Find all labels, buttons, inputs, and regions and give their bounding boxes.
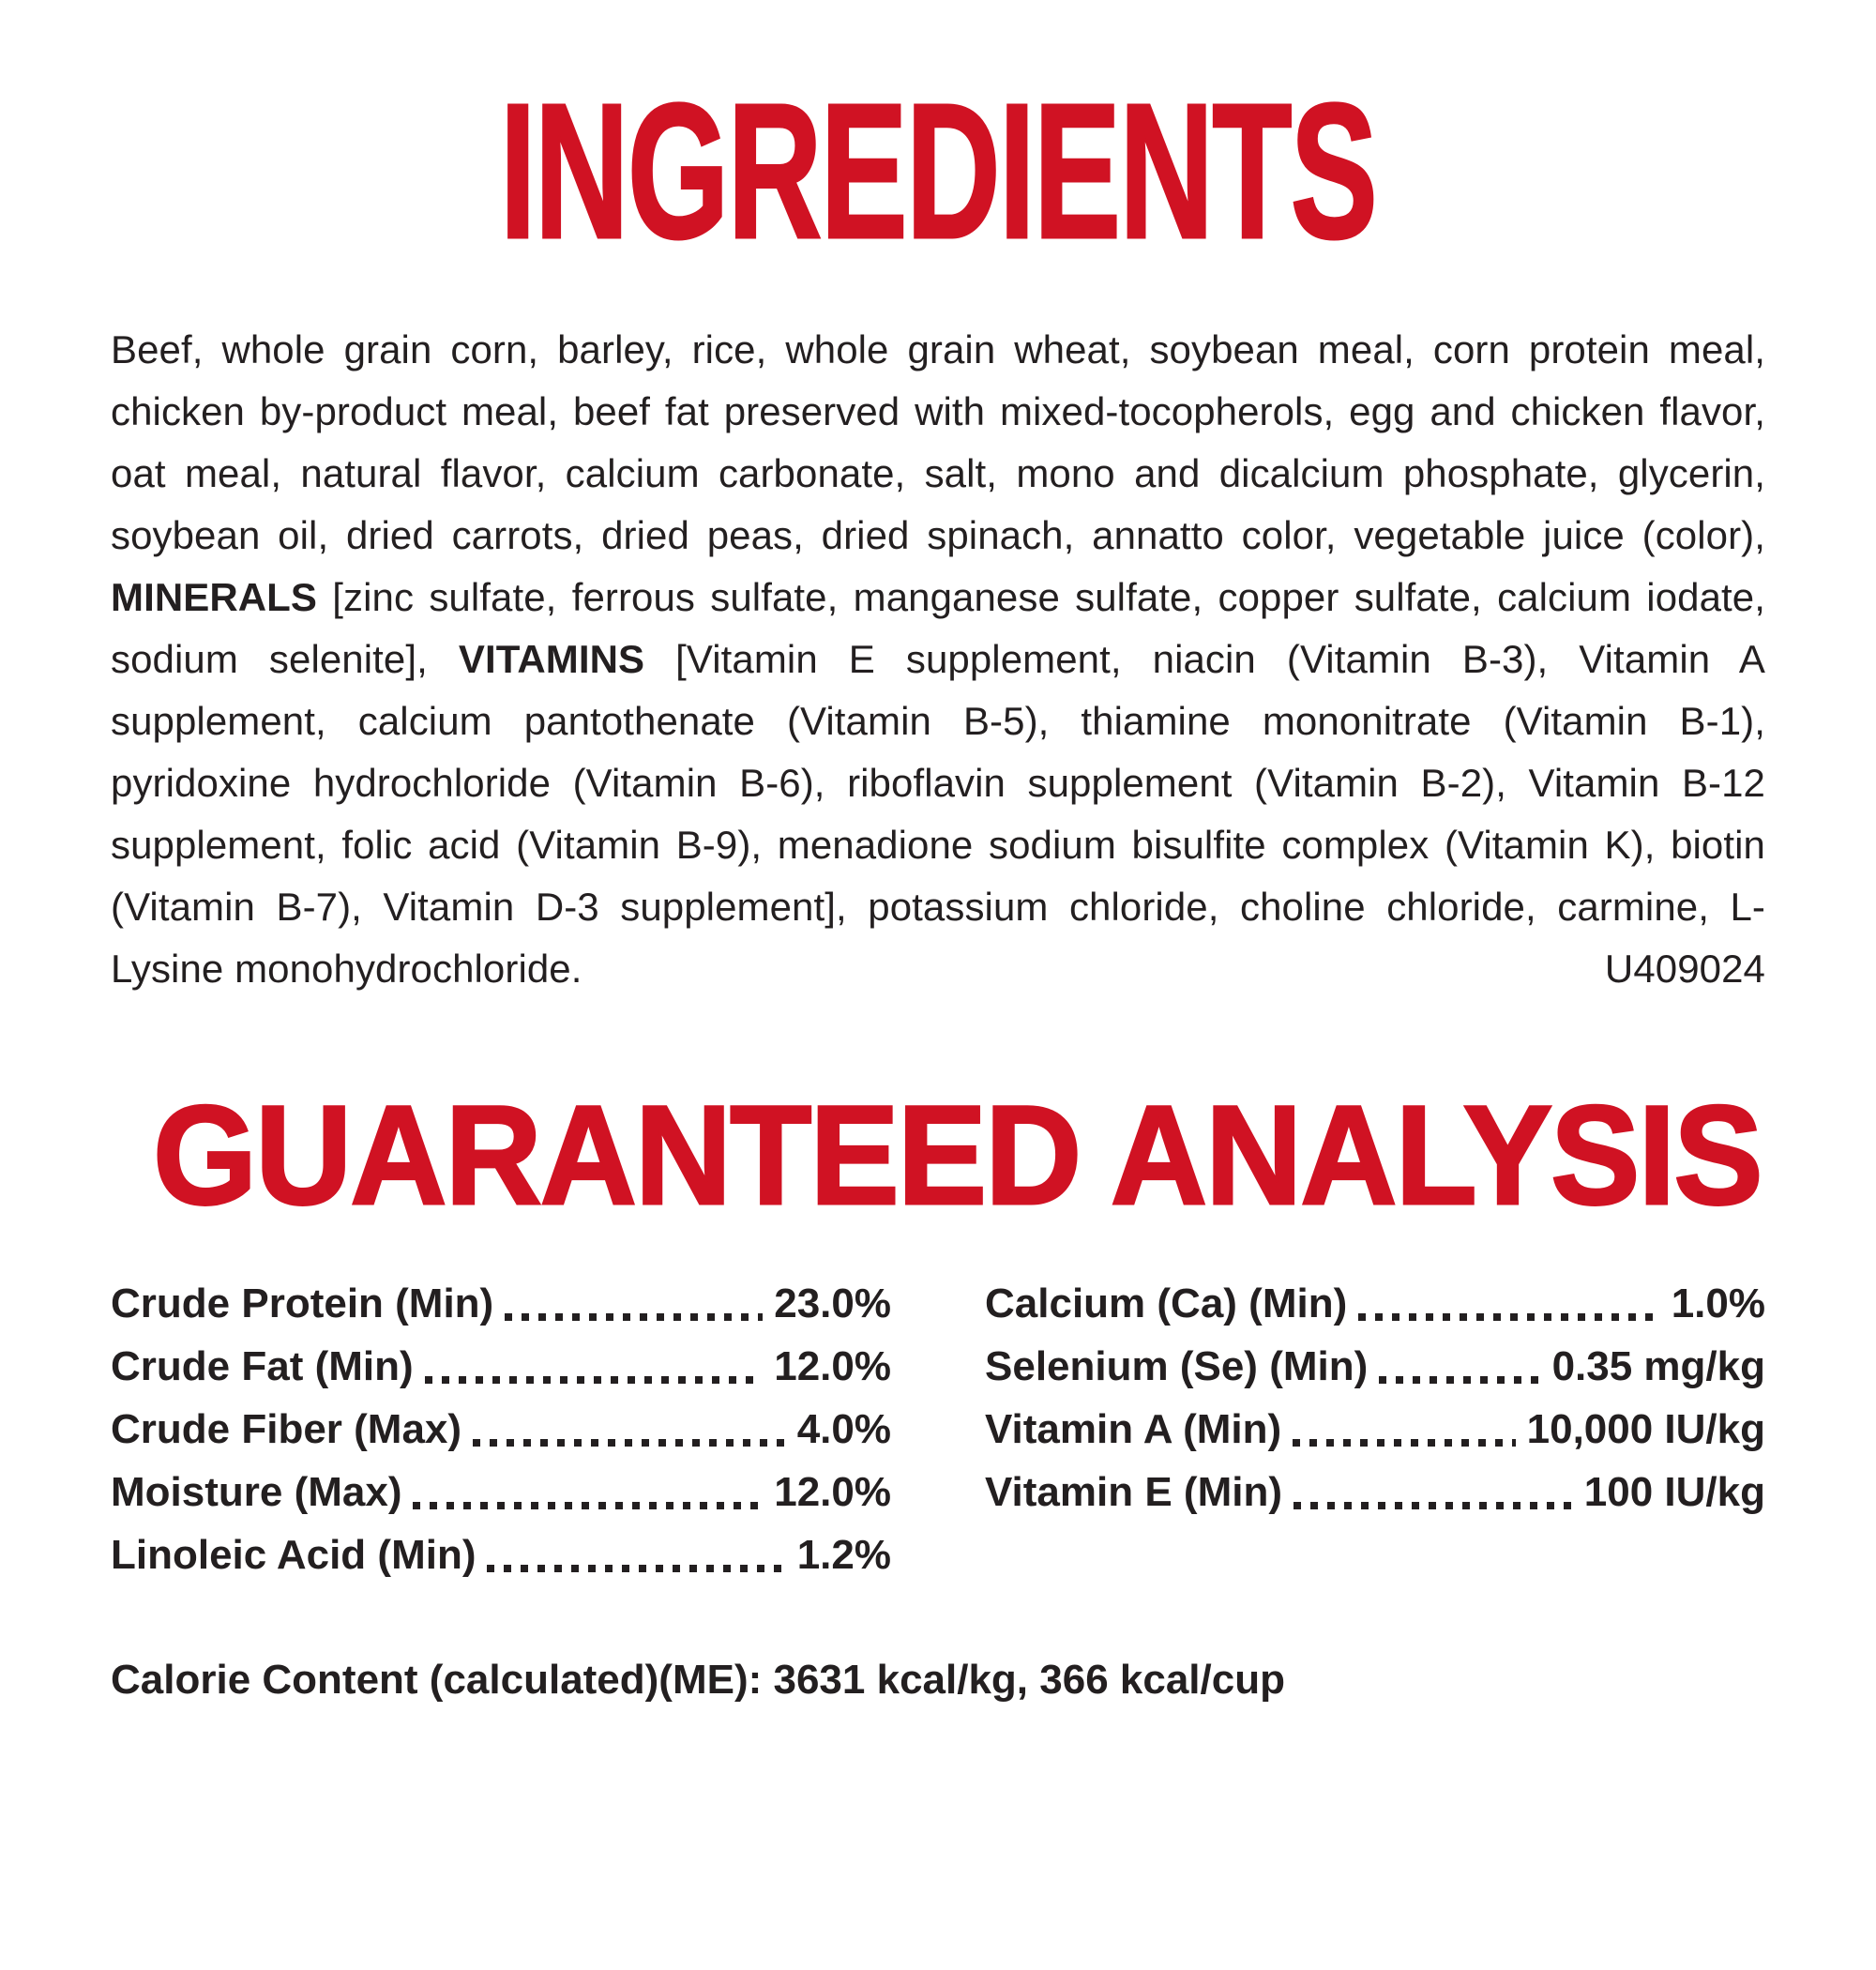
- analysis-value: 12.0%: [774, 1342, 891, 1389]
- analysis-label: Crude Fiber (Max): [111, 1405, 462, 1452]
- ingredient-list-text: Beef, whole grain corn, barley, rice, whole grain wheat, soybean meal, corn protein meal, chicken by-product meal, beef fat preserved with mixed-tocopherols, egg and chicken flavor, oat meal, natural flavor, calcium carbonate, salt, mono and dicalcium phosphate, glycerin, soybean oil, dried carrots, dried peas, dried spinach, annatto color, vegetable juice (color),: [111, 327, 1765, 557]
- analysis-row: [111, 1523, 891, 1586]
- analysis-label: Vitamin E (Min): [985, 1468, 1282, 1515]
- analysis-row: [111, 1461, 891, 1523]
- ingredient-group-name: MINERALS: [111, 575, 318, 619]
- dotted-leader: [1294, 1502, 1573, 1509]
- analysis-row: [111, 1335, 891, 1398]
- guaranteed-analysis-section-header: [111, 1076, 1765, 1234]
- analysis-label: Vitamin A (Min): [985, 1405, 1282, 1452]
- analysis-value: 4.0%: [796, 1405, 891, 1452]
- analysis-label: Calcium (Ca) (Min): [985, 1280, 1348, 1326]
- ingredients-title: INGREDIENTS: [499, 64, 1377, 279]
- analysis-row: [111, 1398, 891, 1461]
- ingredient-list-text: [zinc sulfate, ferrous sulfate, manganese sulfate, copper sulfate, calcium iodate, sodium selenite],: [111, 575, 1765, 681]
- analysis-value: 100 IU/kg: [1583, 1468, 1765, 1515]
- analysis-value: 23.0%: [774, 1280, 891, 1326]
- analysis-row: [985, 1398, 1765, 1461]
- product-code: U409024: [1604, 947, 1765, 991]
- analysis-value: 12.0%: [774, 1468, 891, 1515]
- analysis-column-left: [111, 1272, 891, 1586]
- dotted-leader: [473, 1439, 786, 1447]
- analysis-value: 1.2%: [796, 1531, 891, 1578]
- analysis-value: 1.0%: [1671, 1280, 1765, 1326]
- label-page: [0, 64, 1876, 1970]
- analysis-row: [985, 1272, 1765, 1335]
- analysis-column-right: [985, 1272, 1765, 1586]
- dotted-leader: [1379, 1376, 1540, 1384]
- dotted-leader: [1293, 1439, 1515, 1447]
- ingredients-paragraph: [111, 319, 1765, 1000]
- analysis-label: Crude Protein (Min): [111, 1280, 494, 1326]
- ingredient-list-text: [Vitamin E supplement, niacin (Vitamin B-3), Vitamin A supplement, calcium pantothenate (Vitamin B-5), thiamine mononitrate (Vitamin B-1), pyridoxine hydrochloride (Vitamin B-6), riboflavin supplement (Vitamin B-2), Vitamin B-12 supplement, folic acid (Vitamin B-9), menadione sodium bisulfite complex (Vitamin K), biotin (Vitamin B-7), Vitamin D-3 supplement], potassium chloride, choline chloride, carmine, L-Lysine monohydrochloride.: [111, 637, 1765, 991]
- analysis-label: Selenium (Se) (Min): [985, 1342, 1369, 1389]
- analysis-value: 10,000 IU/kg: [1526, 1405, 1765, 1452]
- analysis-row: [985, 1461, 1765, 1523]
- analysis-row: [985, 1335, 1765, 1398]
- analysis-table: [111, 1272, 1765, 1586]
- analysis-row: [111, 1272, 891, 1335]
- dotted-leader: [505, 1313, 763, 1321]
- guaranteed-analysis-title: GUARANTEED ANALYSIS: [153, 1076, 1762, 1234]
- dotted-leader: [487, 1565, 785, 1572]
- calorie-content-line: Calorie Content (calculated)(ME): 3631 kcal/kg, 366 kcal/cup: [111, 1657, 1285, 1703]
- analysis-label: Crude Fat (Min): [111, 1342, 414, 1389]
- analysis-label: Linoleic Acid (Min): [111, 1531, 477, 1578]
- dotted-leader: [1358, 1313, 1659, 1321]
- ingredient-group-name: VITAMINS: [458, 637, 645, 681]
- dotted-leader: [425, 1376, 764, 1384]
- analysis-value: 0.35 mg/kg: [1551, 1342, 1765, 1389]
- dotted-leader: [413, 1502, 763, 1509]
- ingredients-text: [111, 327, 1765, 991]
- ingredients-section-header: [111, 64, 1765, 279]
- analysis-label: Moisture (Max): [111, 1468, 402, 1515]
